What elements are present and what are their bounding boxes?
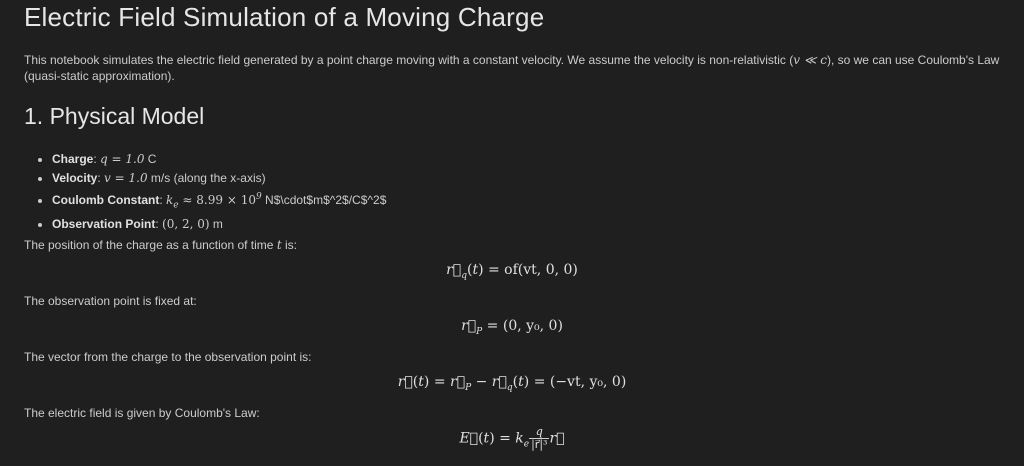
param-label: Velocity [52,171,98,185]
field-label: The electric field is given by Coulomb's Law: [24,406,260,420]
equation-rq: $r⃗_q(t) = of(vt$, 0, 0) [446,262,578,281]
equation-rp: $r⃗_P = (0$, y₀, 0) [461,318,563,337]
param-label: Coulomb Constant [52,193,160,207]
list-item-charge: • Charge: q = 1.0 C [52,150,386,169]
intro-math: v ≪ c [793,53,827,67]
vector-label: The vector from the charge to the observation point is: [24,350,312,364]
param-math: v = 1.0 [104,171,148,185]
param-math: q = 1.0 [100,152,145,166]
intro-text-b: ), so we can use Coulomb's Law (quasi-static approximation). [24,53,1000,83]
list-item-velocity: • Velocity: v = 1.0 m/s (along the x-axis) [52,169,386,188]
list-item-observation: • Observation Point: (0, 2, 0) m [52,215,386,234]
param-label: Charge [52,152,94,166]
intro-paragraph [24,52,1014,84]
param-label: Observation Point [52,217,156,232]
param-math: $k_e \approx 8.99 \times 10^9$ [166,192,262,211]
observation-label: The observation point is fixed at: [24,294,197,308]
intro-text-a: This notebook simulates the electric field generated by a point charge moving with a constant velocity. We assume the velocity is non-relativistic ( [24,53,794,67]
param-math: (0, 2, 0) [162,217,210,232]
equation-r: r⃗(t) = $r⃗_P$ − $r⃗_q(t) = (-vt$, y₀, 0) [397,374,627,393]
page-title: Electric Field Simulation of a Moving Charge [24,2,545,32]
param-unit: m/s (along the x-axis) [147,171,266,185]
params-list [24,150,386,234]
param-unit: m [209,217,223,232]
section-title: 1. Physical Model [24,103,205,129]
param-unit: N$\cdot$m$^2$/C$^2$ [261,193,387,207]
equation-e: E⃗(t) = $k_e$ $\frac{q}{\text{|r⃗|³}}$ r⃗ [459,425,565,451]
position-label: The position of the charge as a function of time t is: [24,238,297,252]
list-item-coulomb: • Coulomb Constant: $k_e \approx 8.99 \times 10^9$ N$\cdot$m$^2$/C$^2$ [52,188,386,215]
param-unit: C [144,152,157,166]
